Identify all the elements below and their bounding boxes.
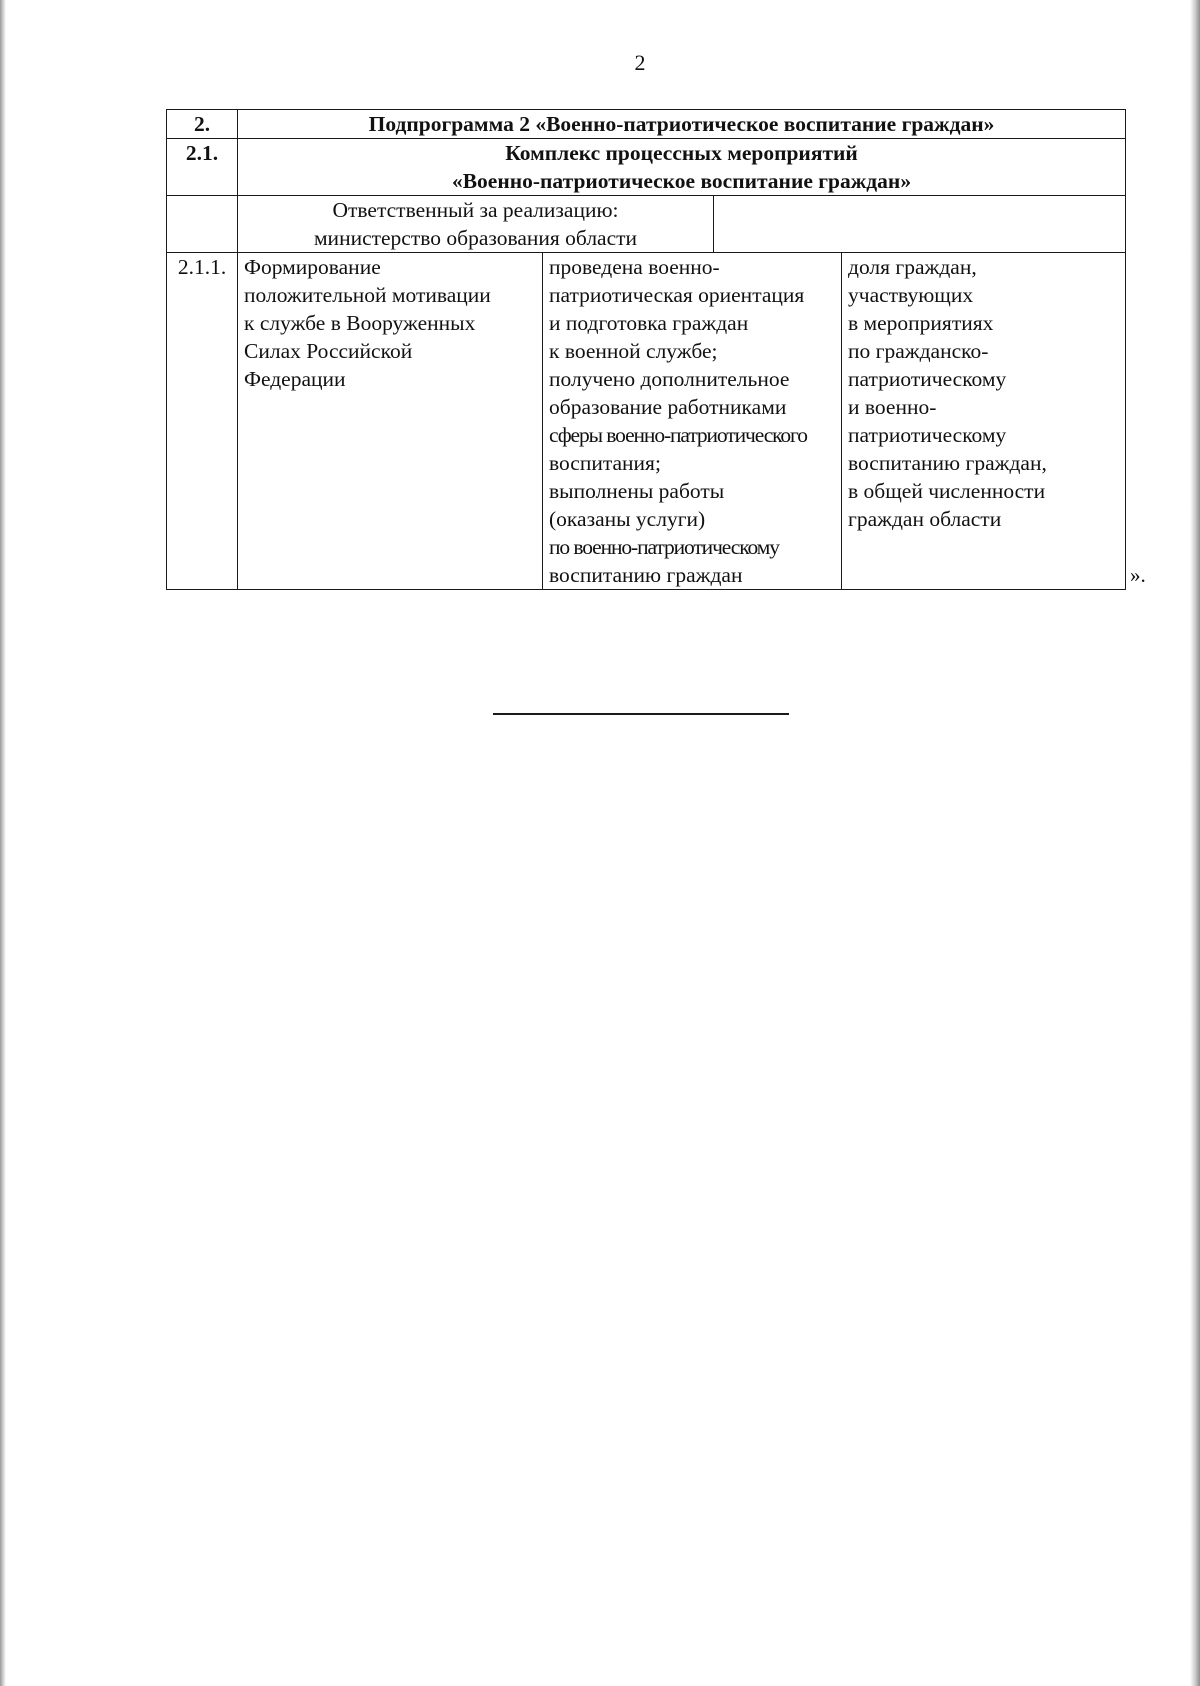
task-result-line: выполнены работы	[549, 479, 725, 503]
task-result-line: проведена военно-	[549, 255, 720, 279]
task-result-cell	[543, 253, 842, 590]
subprogram-row	[167, 110, 1126, 139]
task-result-line: сферы военно-патриотического	[549, 423, 807, 447]
closing-quote: ».	[1130, 563, 1146, 587]
task-indicator-line: в мероприятиях	[848, 311, 994, 335]
program-table	[166, 109, 1126, 590]
task-row	[167, 253, 1126, 590]
scan-edge-left	[0, 0, 6, 1686]
complex-number: 2.1.	[167, 139, 238, 196]
task-name-line: Федерации	[244, 367, 346, 391]
responsible-line-1: Ответственный за реализацию:	[332, 198, 619, 222]
complex-row	[167, 139, 1126, 196]
responsible-row	[167, 196, 1126, 253]
subprogram-number: 2.	[167, 110, 238, 139]
page-number: 2	[634, 50, 646, 75]
task-result-line: (оказаны услуги)	[549, 507, 706, 531]
task-name-line: Формирование	[244, 255, 381, 279]
task-name-line: Силах Российской	[244, 339, 413, 363]
complex-title	[238, 139, 1126, 196]
task-result-line: по военно-патриотическому	[549, 535, 779, 559]
responsible-number-cell	[167, 196, 238, 253]
responsible-cell	[238, 196, 714, 253]
task-result-line: воспитанию граждан	[549, 563, 743, 587]
task-indicator-line: воспитанию граждан,	[848, 451, 1047, 475]
task-indicator-line: по гражданско-	[848, 339, 989, 363]
task-indicator-line: патриотическому	[848, 367, 1007, 391]
task-name-line: к службе в Вооруженных	[244, 311, 476, 335]
task-name-line: положительной мотивации	[244, 283, 491, 307]
task-number: 2.1.1.	[167, 253, 238, 590]
task-result-line: патриотическая ориентация	[549, 283, 805, 307]
scan-edge-right	[1190, 0, 1200, 1686]
task-result-line: получено дополнительное	[549, 367, 790, 391]
task-indicator-line: участвующих	[848, 283, 974, 307]
task-indicator-line: и военно-	[848, 395, 937, 419]
task-indicator-line: в общей численности	[848, 479, 1046, 503]
separator-line	[493, 713, 789, 715]
responsible-line-2: министерство образования области	[313, 226, 638, 250]
task-result-line: к военной службе;	[549, 339, 718, 363]
task-indicator-line: патриотическому	[848, 423, 1007, 447]
complex-title-line-2: «Военно-патриотическое воспитание граждан»	[451, 169, 912, 193]
responsible-empty-cell	[714, 196, 1126, 253]
subprogram-title: Подпрограмма 2 «Военно-патриотическое воспитание граждан»	[238, 110, 1126, 139]
task-result-line: воспитания;	[549, 451, 661, 475]
task-result-line: образование работниками	[549, 395, 787, 419]
complex-title-line-1: Комплекс процессных мероприятий	[505, 141, 858, 165]
task-name-cell	[238, 253, 543, 590]
task-indicator-line: граждан области	[848, 507, 1002, 531]
task-result-line: и подготовка граждан	[549, 311, 749, 335]
task-indicator-line: доля граждан,	[848, 255, 977, 279]
task-indicator-cell	[842, 253, 1126, 590]
